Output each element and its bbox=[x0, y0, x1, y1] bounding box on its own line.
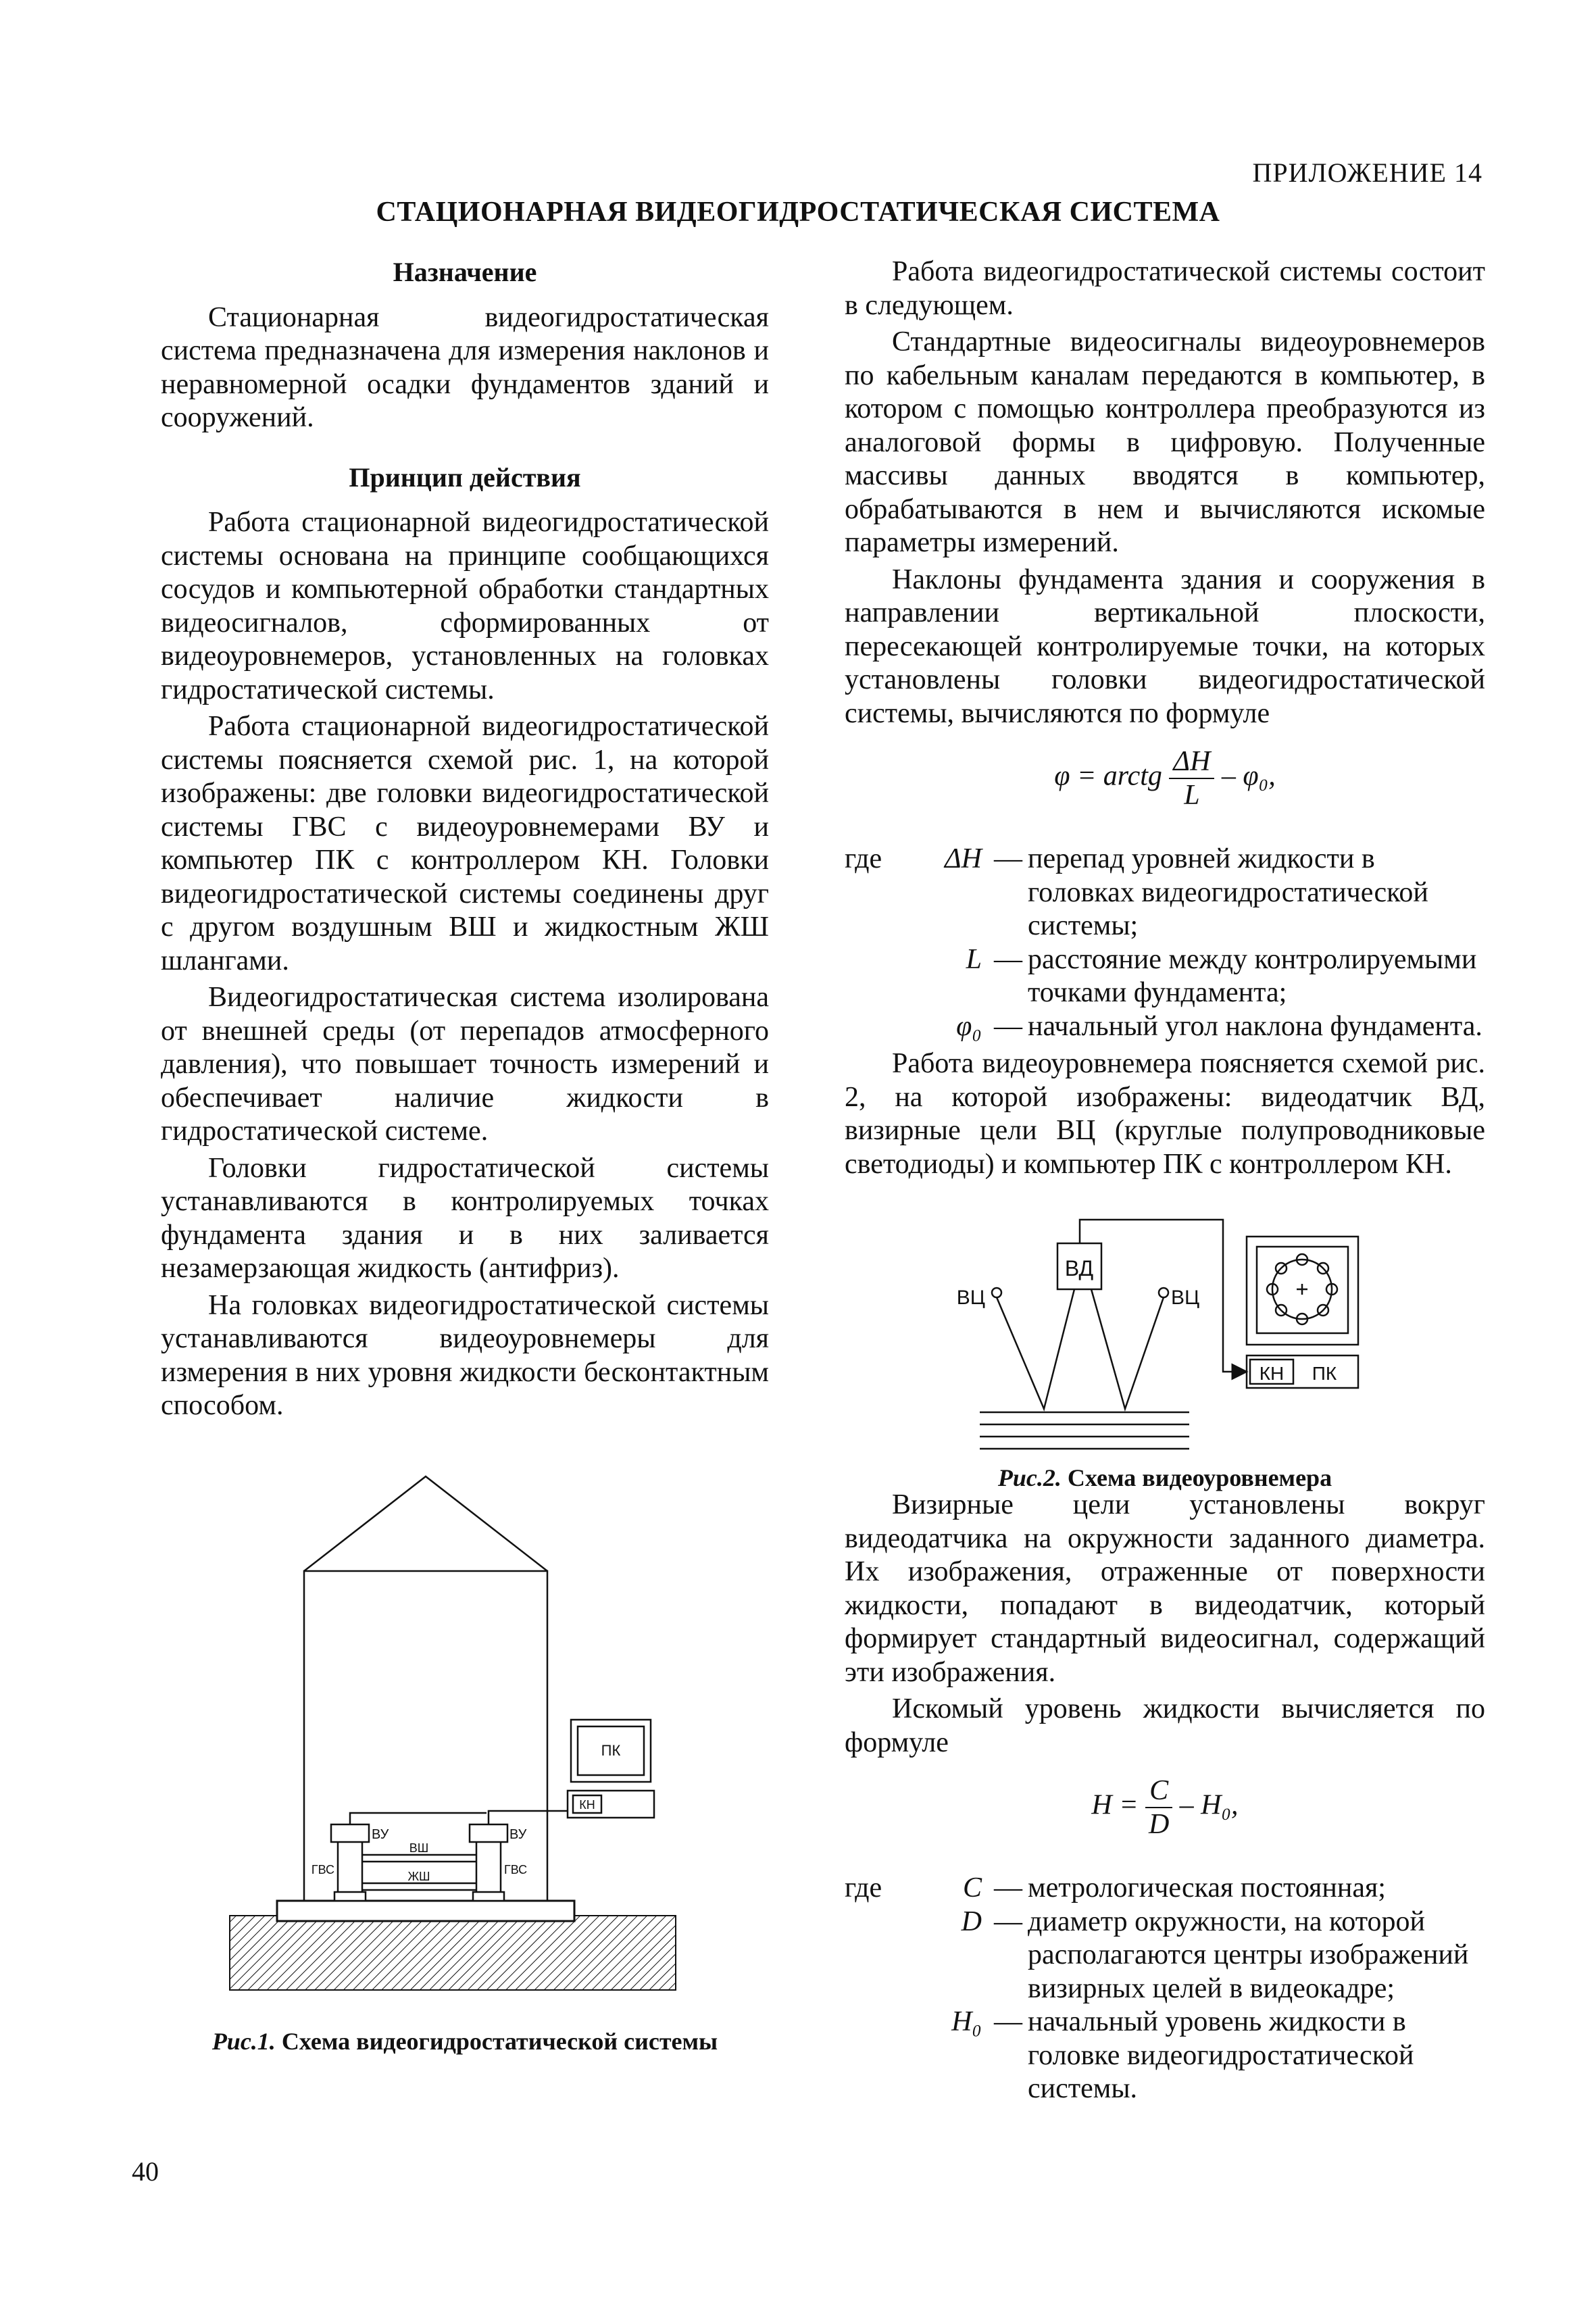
reflection-ray-left bbox=[997, 1289, 1074, 1409]
label-gvs-left: ГВС bbox=[311, 1863, 334, 1876]
head-left-base bbox=[334, 1892, 366, 1901]
definition-text: перепад уровней жидкости в головках видеогидростатической системы; bbox=[1028, 843, 1428, 941]
head-left bbox=[338, 1835, 362, 1901]
label-vu-right: ВУ bbox=[509, 1827, 527, 1842]
definition-row bbox=[845, 1906, 1485, 2006]
label-kn: КН bbox=[579, 1798, 595, 1812]
definition-dash: — bbox=[994, 843, 1022, 874]
fraction-denominator: L bbox=[1184, 780, 1200, 811]
figure1-system-diagram bbox=[223, 1470, 682, 1990]
formula-lhs: φ = arctg bbox=[1054, 760, 1162, 792]
definition-row bbox=[845, 2006, 1485, 2106]
label-pk: ПК bbox=[601, 1742, 621, 1759]
paragraph: Визирные цели установлены вокруг видеодатчика на окружности заданного диаметра. Их изображения, отраженные от поверхности жидкости, попадают в видеодатчик, который формирует стандартный видеосигнал, содержащий эти изображения. bbox=[845, 1489, 1485, 1688]
label-gvs-right: ГВС bbox=[504, 1863, 528, 1876]
definition-symbol: φ₀ bbox=[956, 1010, 982, 1042]
page-title: СТАЦИОНАРНАЯ ВИДЕОГИДРОСТАТИЧЕСКАЯ СИСТЕМА bbox=[376, 197, 1220, 228]
formula-fraction bbox=[1145, 1774, 1172, 1841]
paragraph: Работа видеогидростатической системы состоит в следующем. bbox=[845, 256, 1485, 321]
caption-text: Схема видеогидростатической системы bbox=[275, 2028, 718, 2055]
formula-fraction bbox=[1169, 745, 1214, 812]
paragraph: Искомый уровень жидкости вычисляется по формуле bbox=[845, 1693, 1485, 1758]
fraction-denominator: D bbox=[1148, 1809, 1170, 1840]
definition-text: расстояние между контролируемыми точками фундамента; bbox=[1028, 943, 1477, 1008]
label-vd: ВД bbox=[1064, 1256, 1094, 1280]
label-vsh: ВШ bbox=[409, 1841, 429, 1855]
definition-symbol: L bbox=[966, 943, 982, 975]
definition-row bbox=[845, 843, 1485, 943]
figure2-caption bbox=[845, 1464, 1485, 1492]
left-column bbox=[161, 255, 769, 1426]
definitions-list-2 bbox=[845, 1872, 1485, 2106]
paragraph: Наклоны фундамента здания и сооружения в направлении вертикальной плоскости, пересекающей контролируемые точки, на которых установлены головки видеогидростатической системы, вычисляются по формуле bbox=[845, 564, 1485, 729]
caption-prefix: Рис.1. bbox=[211, 2028, 276, 2055]
signal-cable bbox=[1080, 1220, 1247, 1372]
cable-left bbox=[350, 1813, 487, 1824]
head-right bbox=[476, 1835, 501, 1901]
head-right-base bbox=[473, 1892, 504, 1901]
videolevel-right bbox=[470, 1824, 507, 1842]
definition-symbol: D bbox=[961, 1906, 982, 1937]
fraction-numerator: ΔH bbox=[1169, 745, 1214, 779]
definition-row bbox=[845, 1872, 1485, 1906]
caption-prefix: Рис.2. bbox=[997, 1464, 1062, 1491]
appendix-label: ПРИЛОЖЕНИЕ 14 bbox=[1252, 157, 1482, 188]
definition-row bbox=[845, 1010, 1485, 1044]
paragraph: Работа стационарной видеогидростатической системы поясняется схемой рис. 1, на которой изображены: две головки видеогидростатической системы ГВС с видеоуровнемерами ВУ и компьютер ПК с контроллером КН. Головки видеогидростатической системы соединены друг с другом воздушным ВШ и жидкостным ЖШ шлангами. bbox=[161, 711, 769, 976]
caption-text: Схема видеоуровнемера bbox=[1061, 1464, 1332, 1491]
formula-level bbox=[845, 1774, 1485, 1856]
page-number: 40 bbox=[132, 2156, 159, 2187]
formula-rhs: – φ₀, bbox=[1221, 760, 1276, 792]
videolevel-left bbox=[331, 1824, 369, 1842]
definition-dash: — bbox=[994, 943, 1022, 975]
where-label: где bbox=[845, 1872, 882, 1903]
label-pk: ПК bbox=[1312, 1363, 1337, 1384]
definition-symbol: H₀ bbox=[951, 2006, 982, 2037]
fraction-numerator: C bbox=[1145, 1774, 1172, 1808]
paragraph: Работа видеоуровнемера поясняется схемой рис. 2, на которой изображены: видеодатчик ВД, визирные цели ВЦ (круглые полупроводниковые светодиоды) и компьютер ПК с контроллером КН. bbox=[845, 1048, 1485, 1180]
definition-symbol: C bbox=[962, 1872, 982, 1903]
definition-text: начальный угол наклона фундамента. bbox=[1028, 1010, 1482, 1042]
definitions-list-1 bbox=[845, 843, 1485, 1043]
formula-rhs: – H₀, bbox=[1179, 1789, 1239, 1821]
definition-text: начальный уровень жидкости в головке видеогидростатической системы. bbox=[1028, 2006, 1414, 2104]
paragraph: На головках видеогидростатической системы устанавливаются видеоуровнемеры для измерения в них уровня жидкости бесконтактным способом. bbox=[161, 1289, 769, 1421]
definition-dash: — bbox=[994, 1010, 1022, 1042]
formula-tilt bbox=[845, 745, 1485, 826]
definition-text: метрологическая постоянная; bbox=[1028, 1872, 1386, 1903]
right-column bbox=[845, 255, 1485, 2110]
figure2-videolevel-diagram bbox=[956, 1210, 1365, 1466]
label-zhsh: ЖШ bbox=[407, 1870, 430, 1883]
label-vu-left: ВУ bbox=[372, 1827, 389, 1842]
foundation-slab bbox=[277, 1901, 574, 1921]
target-left-icon bbox=[992, 1288, 1001, 1297]
section-heading-principle: Принцип действия bbox=[349, 462, 581, 493]
section-heading-purpose: Назначение bbox=[393, 257, 537, 287]
building-roof bbox=[304, 1476, 547, 1571]
definition-dash: — bbox=[994, 1906, 1022, 1937]
paragraph: Работа стационарной видеогидростатической системы основана на принципе сообщающихся сосудов и компьютерной обработки стандартных видеосигналов, сформированных от видеоуровнемеров, установленных на головках гидростатической системы. bbox=[161, 507, 769, 705]
formula-lhs: H = bbox=[1091, 1789, 1139, 1821]
definition-symbol: ΔH bbox=[945, 843, 982, 874]
label-kn: КН bbox=[1259, 1363, 1285, 1384]
definition-row bbox=[845, 943, 1485, 1010]
definition-text: диаметр окружности, на которой располагаются центры изображений визирных целей в видеокадре; bbox=[1028, 1906, 1469, 2004]
label-vc-left: ВЦ bbox=[956, 1287, 985, 1309]
where-label: где bbox=[845, 843, 882, 874]
ground-hatch bbox=[230, 1916, 676, 1990]
definition-dash: — bbox=[994, 2006, 1022, 2037]
paragraph: Стандартные видеосигналы видеоуровнемеров по кабельным каналам передаются в компьютер, в котором с помощью контроллера преобразуются из аналоговой формы в цифровую. Полученные массивы данных вводятся в компьютер, обрабатываются в нем и вычисляются искомые параметры измерений. bbox=[845, 326, 1485, 558]
paragraph: Видеогидростатическая система изолирована от внешней среды (от перепадов атмосферного давления), что повышает точность измерений и обеспечивает наличие жидкости в гидростатической системе. bbox=[161, 982, 769, 1147]
target-right-icon bbox=[1159, 1288, 1168, 1297]
paragraph: Стационарная видеогидростатическая система предназначена для измерения наклонов и неравномерной осадки фундаментов зданий и сооружений. bbox=[161, 301, 769, 433]
paragraph: Головки гидростатической системы устанавливаются в контролируемых точках фундамента здания и в них заливается незамерзающая жидкость (антифриз). bbox=[161, 1152, 769, 1284]
reflection-ray-right bbox=[1091, 1289, 1164, 1409]
figure1-caption bbox=[161, 2027, 769, 2056]
label-vc-right: ВЦ bbox=[1171, 1287, 1200, 1309]
definition-dash: — bbox=[994, 1872, 1022, 1903]
